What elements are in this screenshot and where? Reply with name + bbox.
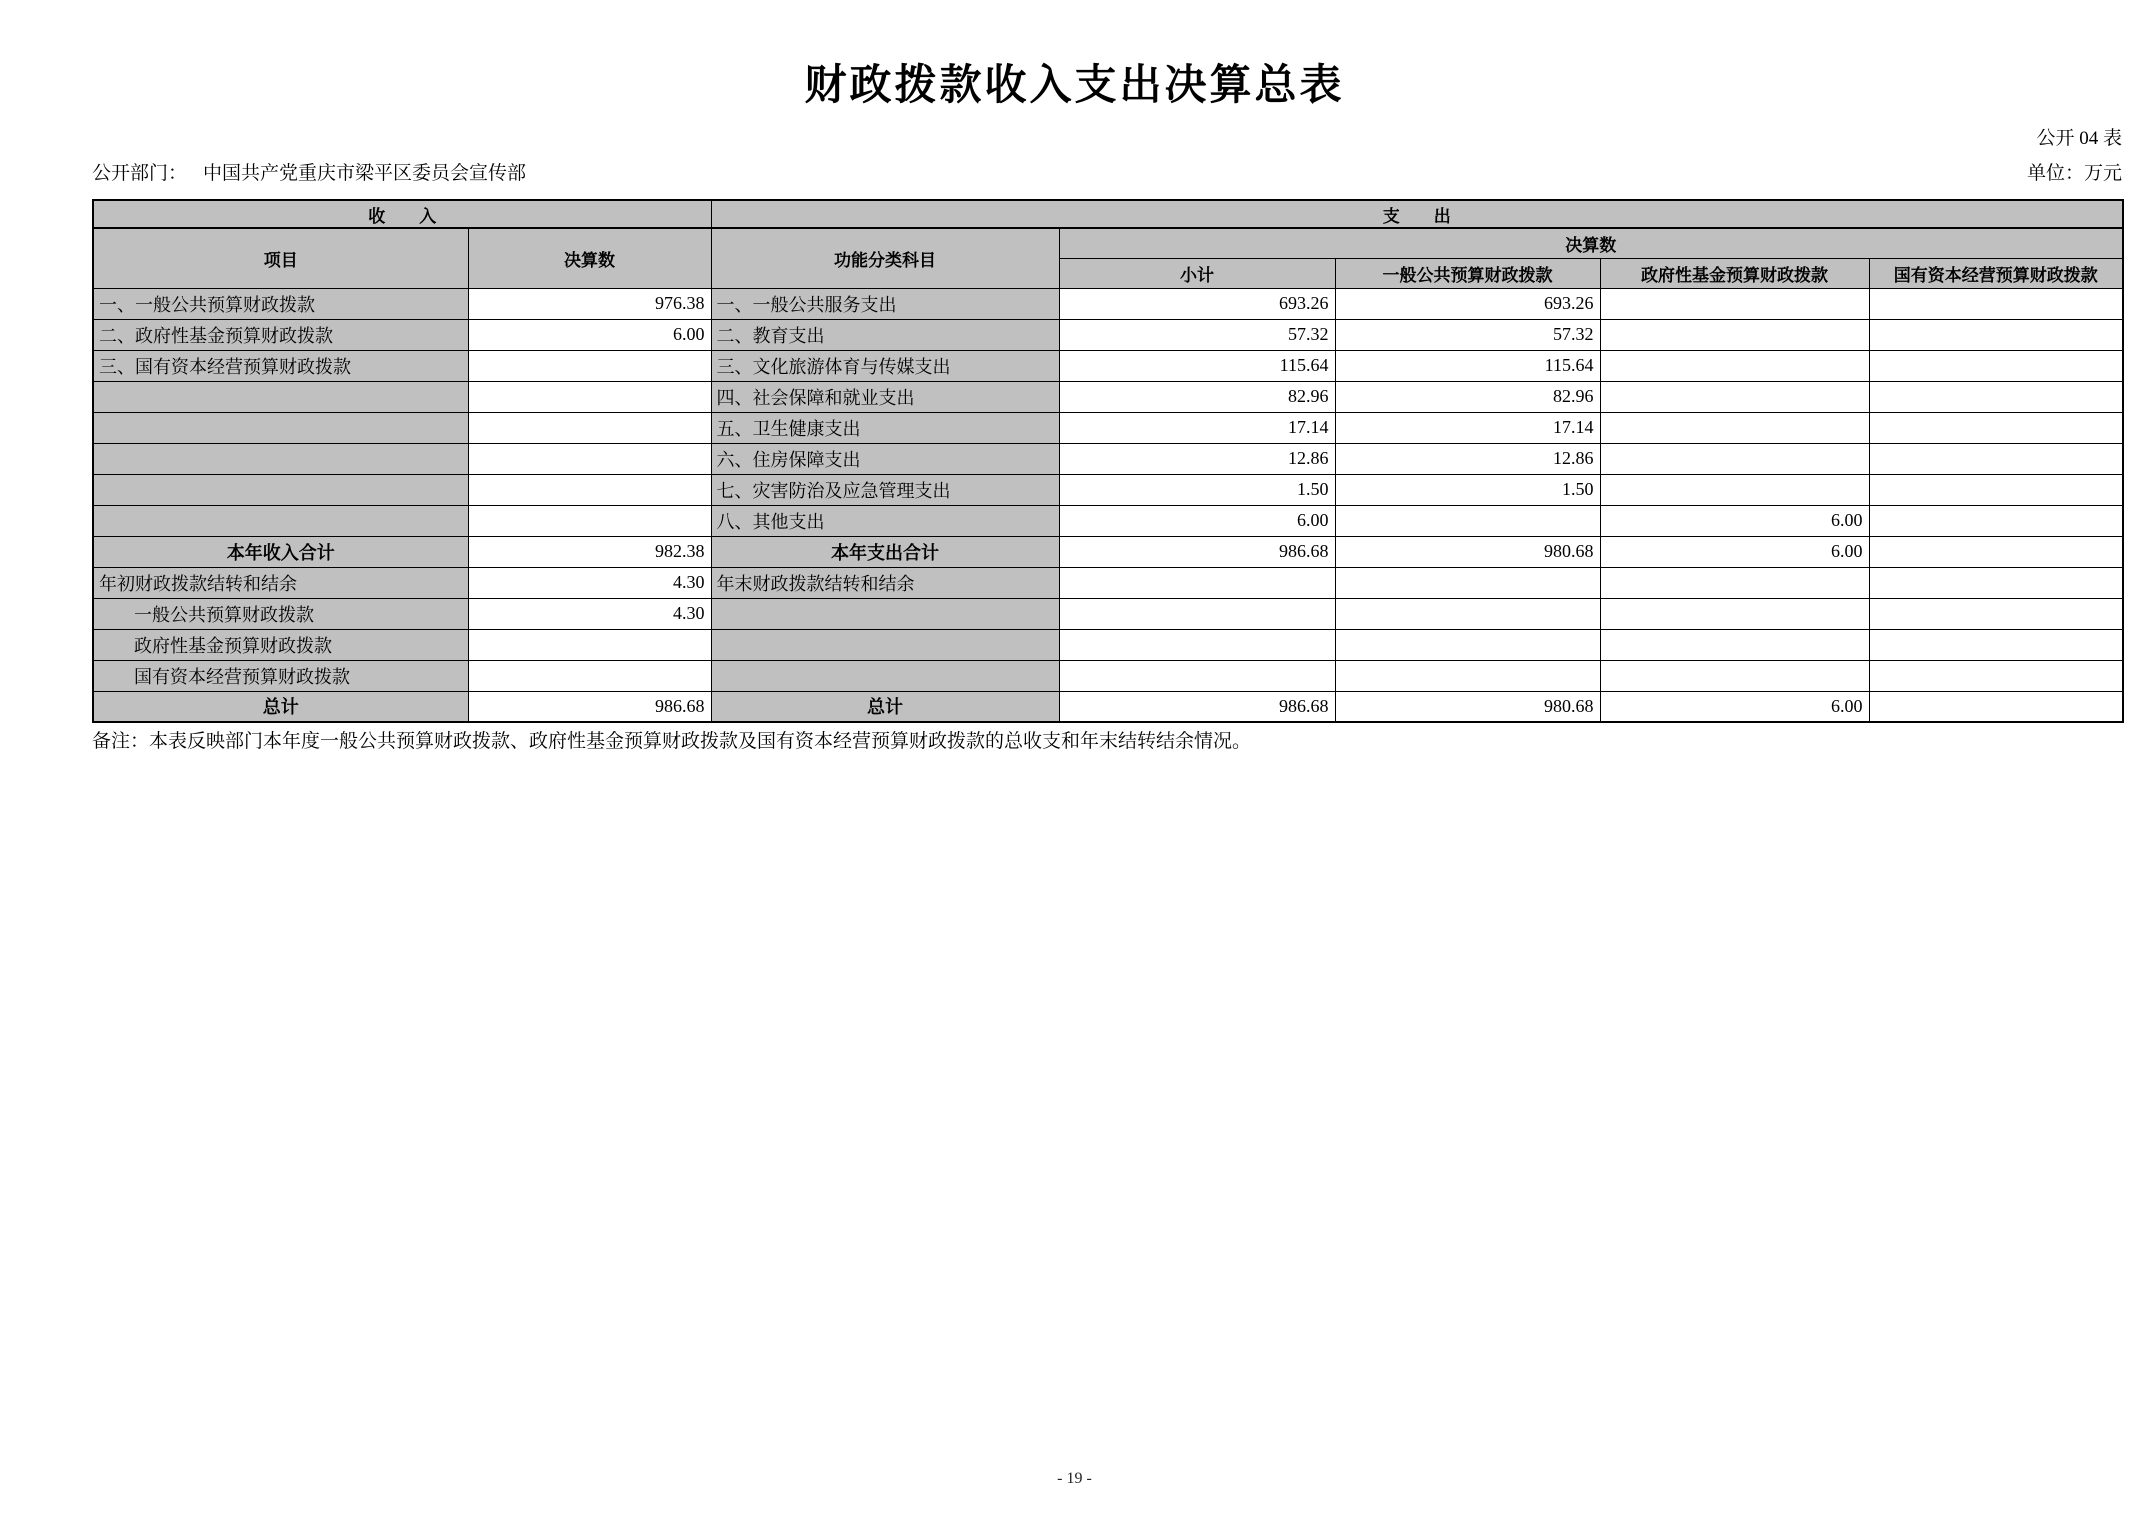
income-item-cell [93,505,468,536]
page-number: - 19 - [1057,1470,1092,1487]
expense-fund-cell: 6.00 [1600,505,1869,536]
expense-fund-cell [1600,567,1869,598]
income-value-cell: 4.30 [468,567,711,598]
expense-subtotal-cell: 12.86 [1059,443,1335,474]
expense-general-cell: 17.14 [1335,412,1600,443]
header-income-section: 收 入 [93,200,711,228]
expense-general-cell: 1.50 [1335,474,1600,505]
income-item-cell: 国有资本经营预算财政拨款 [93,660,468,691]
income-item-cell: 一、一般公共预算财政拨款 [93,288,468,319]
expense-capital-cell [1869,691,2123,722]
expense-fund-cell [1600,474,1869,505]
expense-capital-cell [1869,567,2123,598]
expense-item-cell: 二、教育支出 [711,319,1059,350]
expense-capital-cell [1869,505,2123,536]
income-item-cell: 年初财政拨款结转和结余 [93,567,468,598]
expense-general-cell [1335,505,1600,536]
expense-item-cell [711,629,1059,660]
expense-general-cell [1335,598,1600,629]
income-value-cell [468,412,711,443]
income-item-cell [93,443,468,474]
expense-capital-cell [1869,319,2123,350]
expense-fund-cell: 6.00 [1600,691,1869,722]
income-value-cell [468,474,711,505]
expense-general-cell [1335,629,1600,660]
income-item-cell [93,474,468,505]
department-label: 公开部门： [92,163,188,184]
income-grand-total-label-cell: 总计 [93,691,468,722]
expense-subtotal-cell [1059,567,1335,598]
table-row [93,474,2123,505]
header-subtotal: 小计 [1059,258,1335,288]
expense-general-cell [1335,660,1600,691]
expense-general-cell [1335,567,1600,598]
expense-general-cell: 980.68 [1335,691,1600,722]
expense-capital-cell [1869,288,2123,319]
header-function-category: 功能分类科目 [711,228,1059,288]
expense-capital-cell [1869,350,2123,381]
income-value-cell: 986.68 [468,691,711,722]
income-item-cell: 三、国有资本经营预算财政拨款 [93,350,468,381]
expense-total-label-cell: 本年支出合计 [711,536,1059,567]
income-value-cell: 6.00 [468,319,711,350]
expense-capital-cell [1869,443,2123,474]
expense-general-cell: 693.26 [1335,288,1600,319]
header-final-amount: 决算数 [468,228,711,288]
expense-subtotal-cell: 1.50 [1059,474,1335,505]
header-item: 项目 [93,228,468,288]
expense-fund-cell [1600,629,1869,660]
income-item-cell [93,412,468,443]
expense-fund-cell: 6.00 [1600,536,1869,567]
income-value-cell: 982.38 [468,536,711,567]
unit-label: 单位：万元 [2026,163,2122,184]
income-item-cell: 政府性基金预算财政拨款 [93,629,468,660]
table-row [93,505,2123,536]
table-row [93,381,2123,412]
expense-item-cell: 六、住房保障支出 [711,443,1059,474]
expense-fund-cell [1600,660,1869,691]
expense-general-cell: 980.68 [1335,536,1600,567]
expense-item-cell: 一、一般公共服务支出 [711,288,1059,319]
expense-capital-cell [1869,660,2123,691]
income-value-cell: 4.30 [468,598,711,629]
table-row [93,567,2123,598]
expense-fund-cell [1600,288,1869,319]
expense-fund-cell [1600,319,1869,350]
expense-subtotal-cell [1059,629,1335,660]
expense-capital-cell [1869,474,2123,505]
header-expense-section: 支 出 [711,200,2123,228]
department-line [92,158,526,185]
header-row-groups [93,228,2123,258]
header-expense-final-amount: 决算数 [1059,228,2123,258]
department-name: 中国共产党重庆市梁平区委员会宣传部 [203,163,527,184]
income-item-cell: 二、政府性基金预算财政拨款 [93,319,468,350]
income-value-cell [468,350,711,381]
expense-general-cell: 57.32 [1335,319,1600,350]
expense-subtotal-cell: 17.14 [1059,412,1335,443]
header-gov-fund-budget: 政府性基金预算财政拨款 [1600,258,1869,288]
expense-subtotal-cell: 115.64 [1059,350,1335,381]
table-row-income-total [93,536,2123,567]
expense-item-cell: 八、其他支出 [711,505,1059,536]
income-value-cell [468,381,711,412]
table-row [93,629,2123,660]
income-value-cell [468,505,711,536]
expense-item-cell: 四、社会保障和就业支出 [711,381,1059,412]
expense-general-cell: 115.64 [1335,350,1600,381]
expense-fund-cell [1600,412,1869,443]
footnote: 备注：本表反映部门本年度一般公共预算财政拨款、政府性基金预算财政拨款及国有资本经营预算财政拨款的总收支和年末结转结余情况。 [92,731,1252,752]
table-row [93,288,2123,319]
income-value-cell [468,629,711,660]
header-general-public-budget: 一般公共预算财政拨款 [1335,258,1600,288]
table-row [93,443,2123,474]
table-row [93,660,2123,691]
expense-capital-cell [1869,381,2123,412]
expense-subtotal-cell [1059,598,1335,629]
table-row [93,319,2123,350]
expense-subtotal-cell: 6.00 [1059,505,1335,536]
expense-subtotal-cell: 986.68 [1059,536,1335,567]
expense-fund-cell [1600,443,1869,474]
table-row [93,350,2123,381]
expense-capital-cell [1869,629,2123,660]
income-value-cell [468,443,711,474]
expense-item-cell: 三、文化旅游体育与传媒支出 [711,350,1059,381]
expense-general-cell: 12.86 [1335,443,1600,474]
income-value-cell: 976.38 [468,288,711,319]
expense-general-cell: 82.96 [1335,381,1600,412]
expense-capital-cell [1869,536,2123,567]
expense-item-cell [711,660,1059,691]
budget-summary-table [92,199,2124,723]
income-value-cell [468,660,711,691]
header-state-capital-budget: 国有资本经营预算财政拨款 [1869,258,2123,288]
expense-subtotal-cell [1059,660,1335,691]
table-row-grand-total [93,691,2123,722]
table-row [93,412,2123,443]
expense-item-cell: 七、灾害防治及应急管理支出 [711,474,1059,505]
header-row-sections [93,200,2123,228]
expense-grand-total-label-cell: 总计 [711,691,1059,722]
table-row [93,598,2123,629]
expense-subtotal-cell: 986.68 [1059,691,1335,722]
expense-fund-cell [1600,381,1869,412]
expense-capital-cell [1869,412,2123,443]
income-item-cell [93,381,468,412]
expense-subtotal-cell: 693.26 [1059,288,1335,319]
income-total-label-cell: 本年收入合计 [93,536,468,567]
income-item-cell: 一般公共预算财政拨款 [93,598,468,629]
expense-subtotal-cell: 57.32 [1059,319,1335,350]
expense-capital-cell [1869,598,2123,629]
expense-item-cell [711,598,1059,629]
expense-fund-cell [1600,350,1869,381]
table-number: 公开 04 表 [2036,128,2122,149]
expense-subtotal-cell: 82.96 [1059,381,1335,412]
expense-fund-cell [1600,598,1869,629]
expense-item-cell: 五、卫生健康支出 [711,412,1059,443]
expense-item-cell: 年末财政拨款结转和结余 [711,567,1059,598]
page-title: 财政拨款收入支出决算总表 [804,63,1345,109]
